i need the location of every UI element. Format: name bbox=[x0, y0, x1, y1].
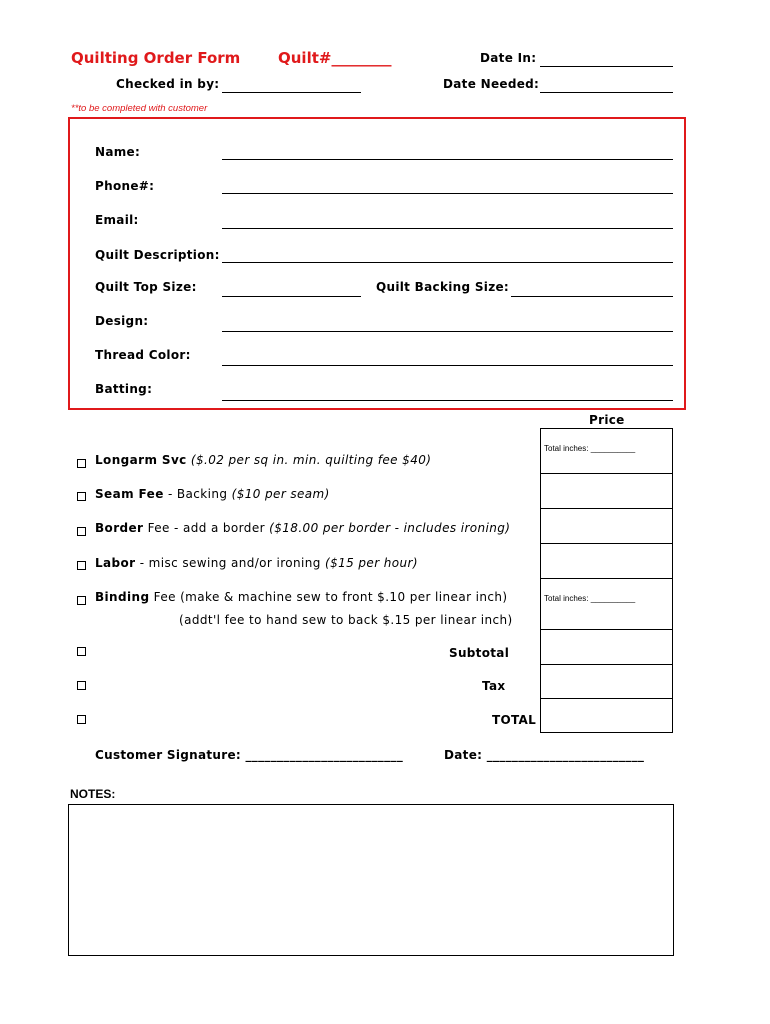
seam-mid: - Backing bbox=[163, 487, 232, 501]
notes-box[interactable] bbox=[68, 804, 674, 956]
labor-name: Labor bbox=[95, 556, 136, 570]
seam-item bbox=[95, 487, 330, 501]
border-mid: Fee - add a border bbox=[143, 521, 270, 535]
phone-field[interactable] bbox=[222, 193, 673, 194]
description-label: Quilt Description: bbox=[95, 248, 220, 262]
border-item bbox=[95, 521, 510, 535]
total-label: TOTAL bbox=[492, 713, 537, 727]
binding-mid: Fee (make & machine sew to front $.10 per linear inch) bbox=[149, 590, 508, 604]
tax-checkbox[interactable] bbox=[77, 681, 86, 690]
signature-field[interactable]: Customer Signature: _________________________ bbox=[95, 748, 404, 762]
batting-field[interactable] bbox=[222, 400, 673, 401]
labor-mid: - misc sewing and/or ironing bbox=[135, 556, 325, 570]
price-header: Price bbox=[589, 413, 625, 427]
subtotal-label: Subtotal bbox=[449, 646, 510, 660]
name-label: Name: bbox=[95, 145, 141, 159]
signature-date-field[interactable]: Date: _________________________ bbox=[444, 748, 645, 762]
longarm-item bbox=[95, 453, 431, 467]
thread-field[interactable] bbox=[222, 365, 673, 366]
thread-label: Thread Color: bbox=[95, 348, 191, 362]
name-field[interactable] bbox=[222, 159, 673, 160]
border-checkbox[interactable] bbox=[77, 527, 86, 536]
labor-item bbox=[95, 556, 418, 570]
date-needed-label: Date Needed: bbox=[443, 77, 540, 91]
labor-detail: ($15 per hour) bbox=[325, 556, 418, 570]
seam-checkbox[interactable] bbox=[77, 492, 86, 501]
batting-label: Batting: bbox=[95, 382, 153, 396]
total-inches-label: Total inches: __________ bbox=[544, 594, 636, 603]
border-name: Border bbox=[95, 521, 144, 535]
longarm-name: Longarm Svc bbox=[95, 453, 187, 467]
price-cell-seam[interactable] bbox=[540, 473, 673, 509]
price-cell-tax[interactable] bbox=[540, 664, 673, 699]
binding-item bbox=[95, 590, 507, 604]
labor-checkbox[interactable] bbox=[77, 561, 86, 570]
description-field[interactable] bbox=[222, 262, 673, 263]
backing-size-field[interactable] bbox=[511, 296, 673, 297]
binding-checkbox[interactable] bbox=[77, 596, 86, 605]
price-cell-border[interactable] bbox=[540, 508, 673, 544]
design-label: Design: bbox=[95, 314, 149, 328]
price-cell-longarm[interactable] bbox=[540, 428, 673, 474]
date-in-label: Date In: bbox=[480, 51, 537, 65]
total-inches-label: Total inches: __________ bbox=[544, 444, 636, 453]
border-detail: ($18.00 per border - includes ironing) bbox=[269, 521, 511, 535]
date-needed-field[interactable] bbox=[540, 92, 673, 93]
seam-name: Seam Fee bbox=[95, 487, 164, 501]
subtotal-checkbox[interactable] bbox=[77, 647, 86, 656]
phone-label: Phone#: bbox=[95, 179, 155, 193]
email-label: Email: bbox=[95, 213, 139, 227]
customer-note: **to be completed with customer bbox=[71, 103, 208, 114]
longarm-detail: ($.02 per sq in. min. quilting fee $40) bbox=[190, 453, 432, 467]
date-in-field[interactable] bbox=[540, 66, 673, 67]
price-cell-total[interactable] bbox=[540, 698, 673, 733]
price-cell-labor[interactable] bbox=[540, 543, 673, 579]
seam-detail: ($10 per seam) bbox=[231, 487, 330, 501]
top-size-field[interactable] bbox=[222, 296, 361, 297]
email-field[interactable] bbox=[222, 228, 673, 229]
checked-in-field[interactable] bbox=[222, 92, 361, 93]
design-field[interactable] bbox=[222, 331, 673, 332]
notes-label: NOTES: bbox=[70, 787, 116, 801]
price-cell-subtotal[interactable] bbox=[540, 629, 673, 665]
binding-line2: (addt'l fee to hand sew to back $.15 per linear inch) bbox=[179, 613, 513, 627]
checked-in-label: Checked in by: bbox=[116, 77, 220, 91]
binding-name: Binding bbox=[95, 590, 150, 604]
quilt-number: Quilt#________ bbox=[278, 49, 392, 67]
tax-label: Tax bbox=[482, 679, 506, 693]
customer-info-box bbox=[68, 117, 686, 410]
longarm-checkbox[interactable] bbox=[77, 459, 86, 468]
price-cell-binding[interactable] bbox=[540, 578, 673, 630]
backing-size-label: Quilt Backing Size: bbox=[376, 280, 510, 294]
top-size-label: Quilt Top Size: bbox=[95, 280, 197, 294]
form-title: Quilting Order Form bbox=[71, 49, 241, 67]
total-checkbox[interactable] bbox=[77, 715, 86, 724]
